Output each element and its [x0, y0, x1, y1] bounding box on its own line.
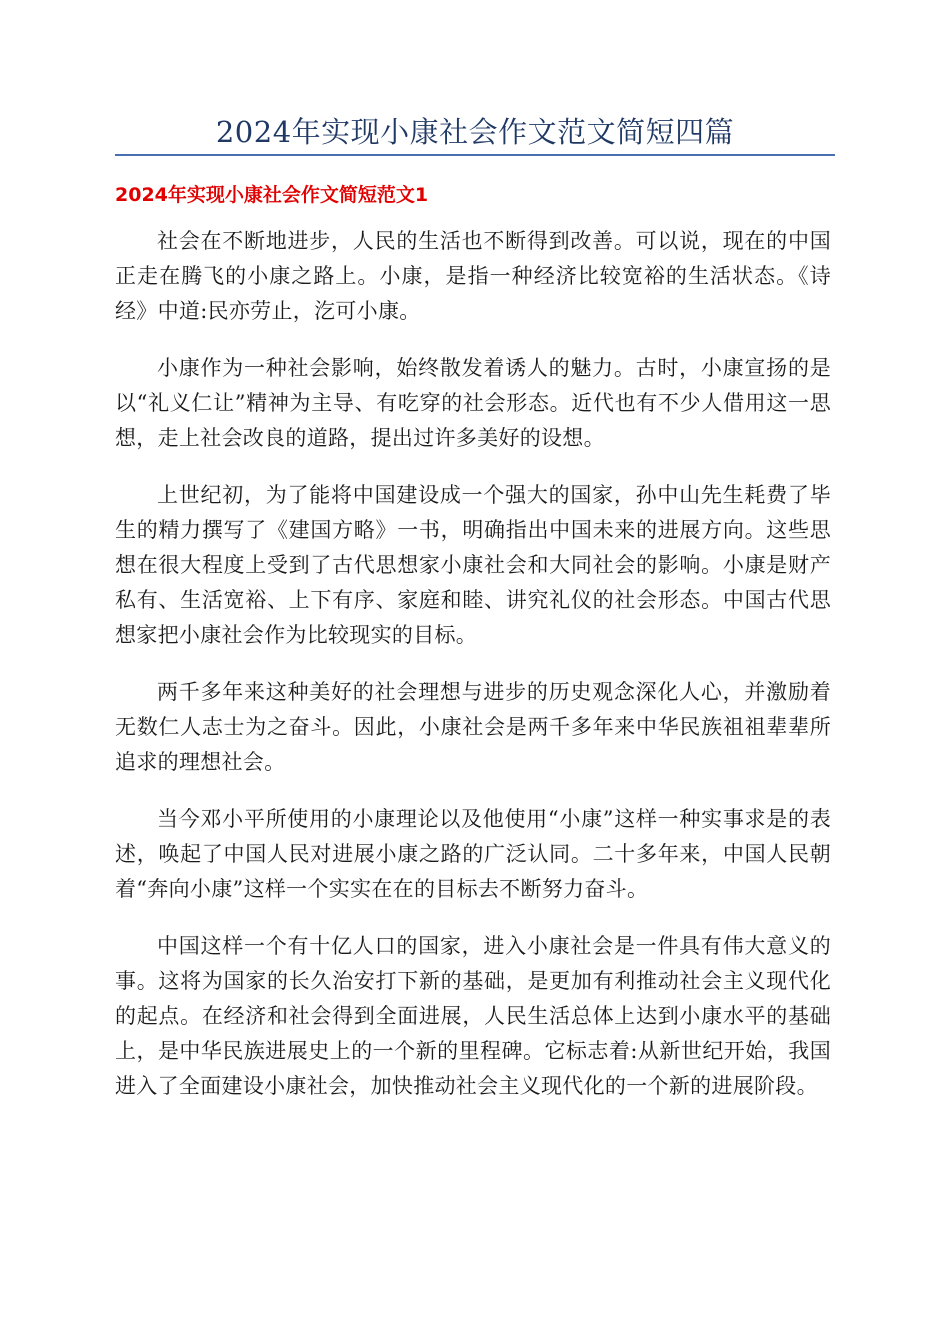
paragraph-4: 两千多年来这种美好的社会理想与进步的历史观念深化人心，并激励着无数仁人志士为之奋斗。因此，小康社会是两千多年来中华民族祖祖辈辈所追求的理想社会。 — [115, 680, 831, 774]
document-body — [115, 224, 831, 1126]
title-underline-rule — [115, 154, 835, 156]
paragraph-1: 社会在不断地进步，人民的生活也不断得到改善。可以说，现在的中国正走在腾飞的小康之路上。小康，是指一种经济比较宽裕的生活状态。《诗经》中道:民亦劳止，汔可小康。 — [115, 229, 831, 323]
document-title: 2024年实现小康社会作文范文简短四篇 — [215, 115, 735, 149]
paragraph-3: 上世纪初，为了能将中国建设成一个强大的国家，孙中山先生耗费了毕生的精力撰写了《建国方略》一书，明确指出中国未来的进展方向。这些思想在很大程度上受到了古代思想家小康社会和大同社会的影响。小康是财产私有、生活宽裕、上下有序、家庭和睦、讲究礼仪的社会形态。中国古代思想家把小康社会作为比较现实的目标。 — [115, 483, 831, 647]
paragraph-2: 小康作为一种社会影响，始终散发着诱人的魅力。古时，小康宣扬的是以“礼义仁让”精神为主导、有吃穿的社会形态。近代也有不少人借用这一思想，走上社会改良的道路，提出过许多美好的设想。 — [115, 356, 831, 450]
section-heading: 2024年实现小康社会作文简短范文1 — [115, 184, 429, 206]
paragraph-6: 中国这样一个有十亿人口的国家，进入小康社会是一件具有伟大意义的事。这将为国家的长久治安打下新的基础，是更加有利推动社会主义现代化的起点。在经济和社会得到全面进展，人民生活总体上达到小康水平的基础上，是中华民族进展史上的一个新的里程碑。它标志着:从新世纪开始，我国进入了全面建设小康社会，加快推动社会主义现代化的一个新的进展阶段。 — [115, 934, 831, 1098]
paragraph-5: 当今邓小平所使用的小康理论以及他使用“小康”这样一种实事求是的表述，唤起了中国人民对进展小康之路的广泛认同。二十多年来，中国人民朝着“奔向小康”这样一个实实在在的目标去不断努力奋斗。 — [115, 807, 831, 901]
